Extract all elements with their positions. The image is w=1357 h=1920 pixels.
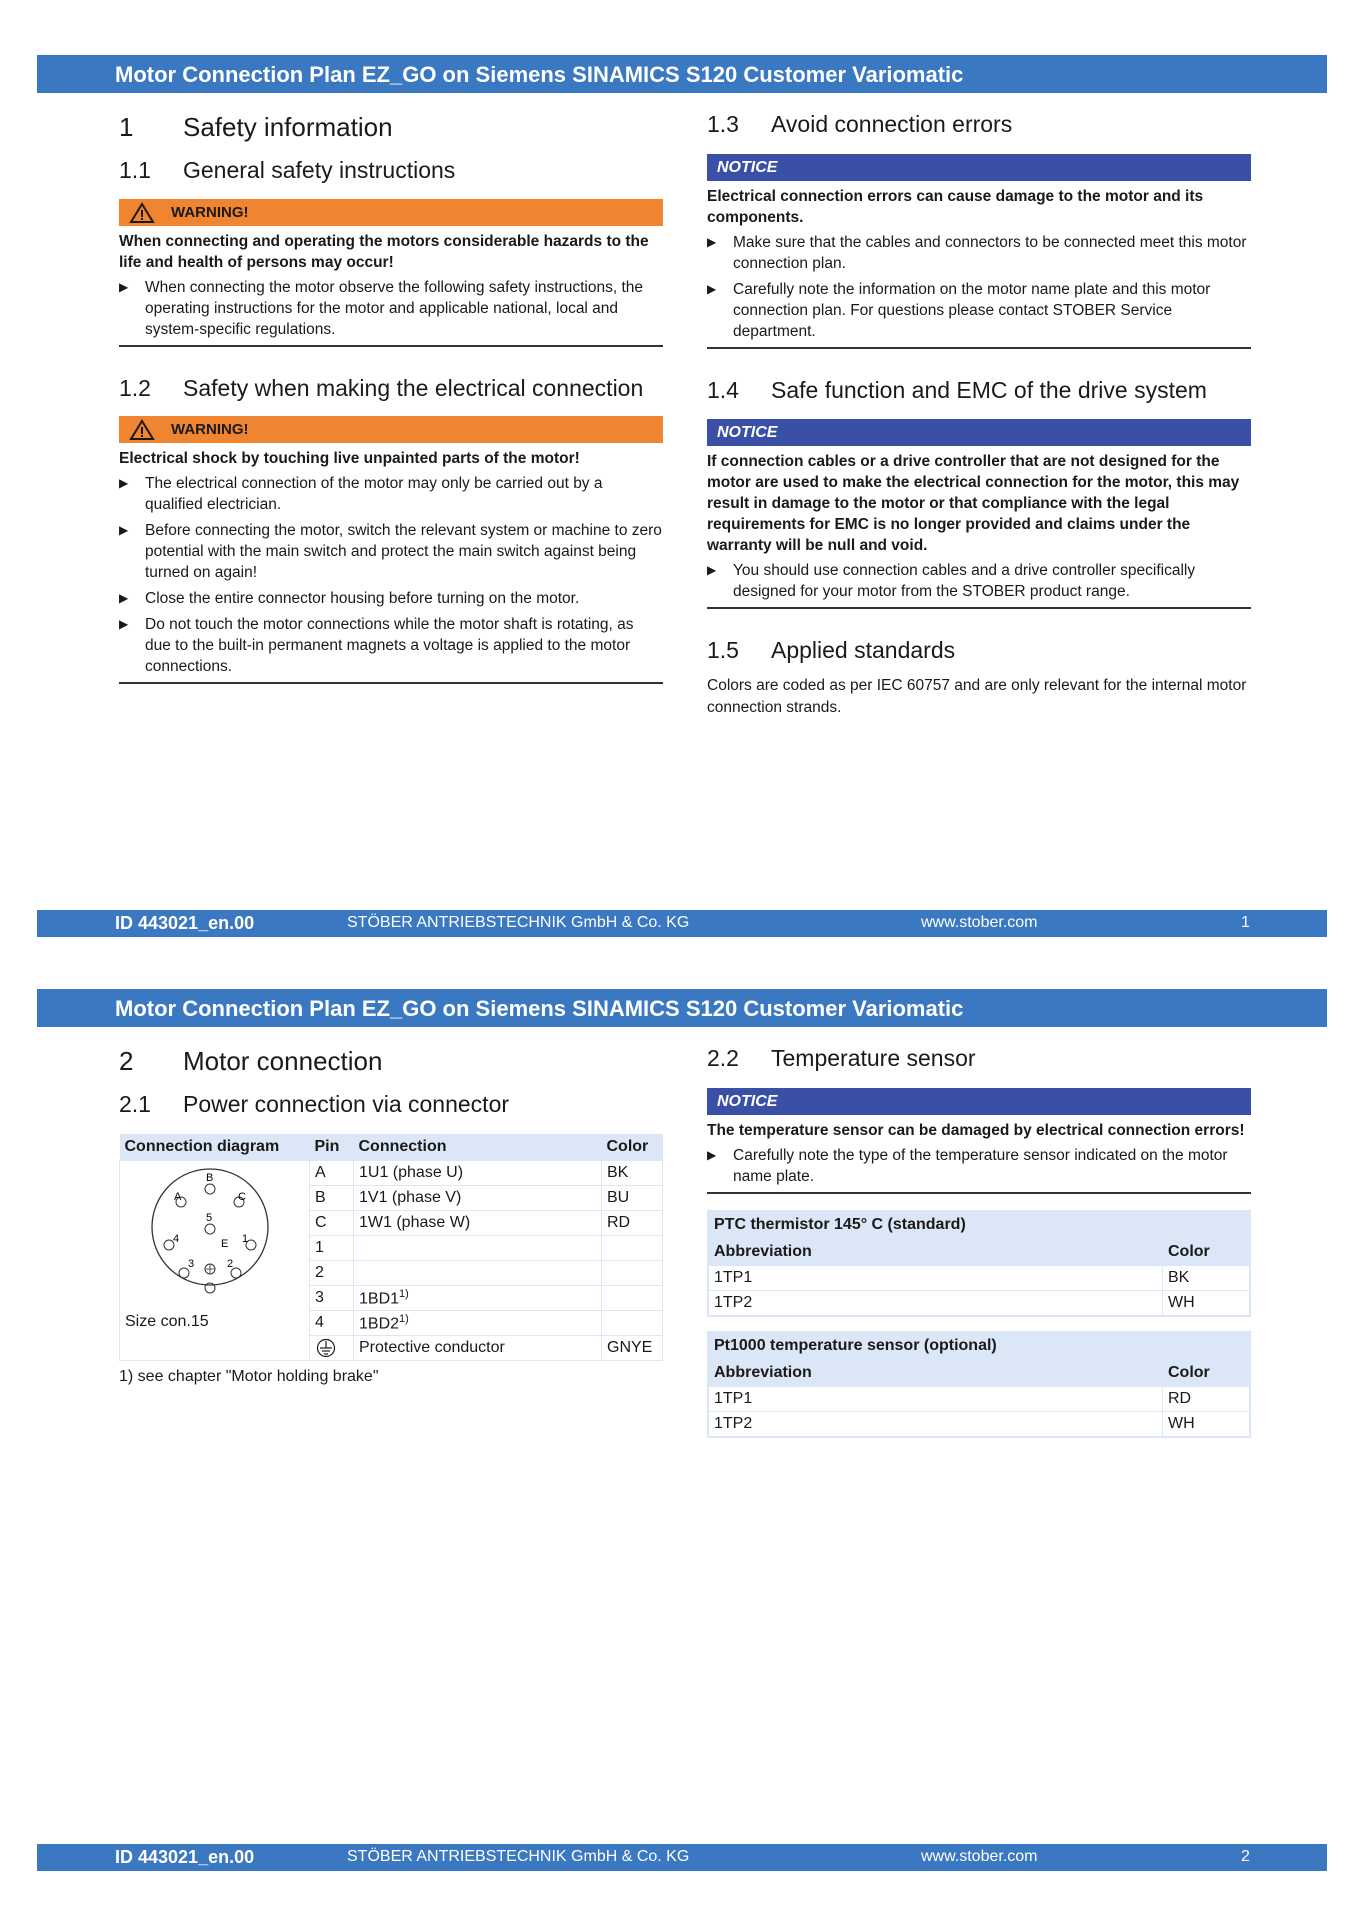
section-2-2-heading: 2.2 Temperature sensor: [707, 1045, 976, 1071]
table-row: [120, 1161, 663, 1186]
warning-triangle-icon: [129, 419, 155, 441]
section-1-4-heading: 1.4 Safe function and EMC of the drive system: [707, 377, 1207, 403]
color-cell: [602, 1286, 663, 1311]
color-cell: RD: [602, 1211, 663, 1236]
list-item: ▶ Carefully note the information on the motor name plate and this motor connection plan. For questions please contact STOBER Service department.: [707, 279, 1251, 342]
page-number: 2: [1241, 1848, 1250, 1865]
pin-label-e: E: [221, 1238, 229, 1250]
connector-size-label: Size con.15: [125, 1313, 209, 1330]
page2-right-column: [707, 1046, 1251, 1438]
pin-label-c: C: [238, 1191, 246, 1203]
warning-banner-1-1: [119, 199, 663, 226]
ptc-thermistor-table: [707, 1210, 1251, 1317]
page1-header-bar: [37, 55, 1327, 93]
col-header-color: Color: [1163, 1239, 1251, 1266]
col-header-abbreviation: Abbreviation: [708, 1360, 1163, 1387]
warning-1-1-list: [119, 277, 663, 340]
notice-1-4-list: [707, 560, 1251, 602]
company-name: STÖBER ANTRIEBSTECHNIK GmbH & Co. KG: [347, 1848, 690, 1865]
divider: [707, 1192, 1251, 1194]
pin-cell: B: [310, 1186, 354, 1211]
notice-label: NOTICE: [717, 424, 778, 441]
pin-cell: [310, 1336, 354, 1361]
connector-pin-diagram: [140, 1165, 280, 1315]
table-row: 1TP2 WH: [708, 1291, 1250, 1317]
color-cell: [602, 1311, 663, 1336]
table-row: 1TP2 WH: [708, 1412, 1250, 1438]
list-item: ▶ Do not touch the motor connections while the motor shaft is rotating, as due to the built-in permanent magnets a voltage is applied to the motor connections.: [119, 614, 663, 677]
section-2-heading: 2 Motor connection: [119, 1046, 383, 1076]
notice-1-4-text: If connection cables or a drive controller that are not designed for the motor are used to make the electrical connection for the motor, this may result in damage to the motor or that compliance with the legal requirements for EMC is no longer provided and claims under the warranty will be null and void.: [707, 453, 1240, 554]
page2-left-column: [119, 1046, 663, 1388]
divider: [119, 345, 663, 347]
connection-diagram-cell: [120, 1161, 310, 1361]
notice-1-3-text: Electrical connection errors can cause damage to the motor and its components.: [707, 188, 1204, 226]
connection-cell: 1BD2$^{1)}$: [354, 1311, 602, 1336]
col-header-pin: Pin: [310, 1134, 354, 1161]
pin-label-2: 2: [227, 1258, 234, 1270]
page1-right-column: [707, 112, 1251, 719]
warning-label: WARNING!: [171, 204, 249, 221]
section-1-3-heading: 1.3 Avoid connection errors: [707, 111, 1013, 137]
pt1000-sensor-table: [707, 1331, 1251, 1438]
page2-header-bar: [37, 989, 1327, 1027]
list-item: ▶ Carefully note the type of the temperature sensor indicated on the motor name plate.: [707, 1145, 1251, 1187]
list-item: ▶ Make sure that the cables and connectors to be connected meet this motor connection plan.: [707, 232, 1251, 274]
color-cell: [602, 1261, 663, 1286]
section-2-1-heading: 2.1 Power connection via connector: [119, 1091, 510, 1117]
website-link[interactable]: www.stober.com: [921, 1848, 1038, 1865]
warning-1-1-text: When connecting and operating the motors considerable hazards to the life and health of persons may occur!: [119, 233, 649, 271]
page2-header-title: Motor Connection Plan EZ_GO on Siemens SINAMICS S120 Customer Variomatic: [115, 996, 964, 1021]
page1-left-column: [119, 112, 663, 684]
page1-footer-bar: [37, 910, 1327, 937]
ground-symbol-icon: [315, 1338, 337, 1358]
table-row: 1TP1 RD: [708, 1387, 1250, 1412]
warning-1-2-text: Electrical shock by touching live unpainted parts of the motor!: [119, 450, 580, 467]
list-item: ▶ When connecting the motor observe the following safety instructions, the operating instructions for the motor and applicable national, local and system-specific regulations.: [119, 277, 663, 340]
notice-2-2-list: [707, 1145, 1251, 1187]
warning-1-2-list: [119, 473, 663, 677]
list-item: ▶ The electrical connection of the motor may only be carried out by a qualified electrician.: [119, 473, 663, 515]
document-id: ID 443021_en.00: [115, 1847, 255, 1867]
pin-label-5: 5: [206, 1212, 213, 1224]
col-header-abbreviation: Abbreviation: [708, 1239, 1163, 1266]
notice-label: NOTICE: [717, 159, 778, 176]
list-item: ▶ Close the entire connector housing before turning on the motor.: [119, 588, 663, 609]
pin-cell: A: [310, 1161, 354, 1186]
connection-cell: [354, 1261, 602, 1286]
pin-cell: 3: [310, 1286, 354, 1311]
connection-cell: 1V1 (phase V): [354, 1186, 602, 1211]
applied-standards-text: Colors are coded as per IEC 60757 and are only relevant for the internal motor connection strands.: [707, 677, 1247, 716]
table-caption: Pt1000 temperature sensor (optional): [708, 1332, 1250, 1360]
table-row: 1TP1 BK: [708, 1266, 1250, 1291]
section-1-heading: 1 Safety information: [119, 112, 393, 142]
website-link[interactable]: www.stober.com: [921, 914, 1038, 931]
document-id: ID 443021_en.00: [115, 913, 255, 933]
divider: [707, 607, 1251, 609]
power-connection-table: [119, 1134, 663, 1361]
color-cell: [602, 1236, 663, 1261]
pin-label-3: 3: [188, 1258, 195, 1270]
section-1-5-heading: 1.5 Applied standards: [707, 637, 956, 663]
color-cell: GNYE: [602, 1336, 663, 1361]
notice-label: NOTICE: [717, 1093, 778, 1110]
connection-cell: Protective conductor: [354, 1336, 602, 1361]
notice-2-2-text: The temperature sensor can be damaged by electrical connection errors!: [707, 1122, 1245, 1139]
page1-header-title: Motor Connection Plan EZ_GO on Siemens SINAMICS S120 Customer Variomatic: [115, 62, 964, 87]
notice-banner-1-4: [707, 419, 1251, 446]
col-header-color: Color: [602, 1134, 663, 1161]
col-header-connection: Connection: [354, 1134, 602, 1161]
table-caption: PTC thermistor 145° C (standard): [708, 1211, 1250, 1239]
warning-banner-1-2: [119, 416, 663, 443]
table-footnote: 1) see chapter "Motor holding brake": [119, 1368, 379, 1385]
warning-label: WARNING!: [171, 421, 249, 438]
pin-cell: C: [310, 1211, 354, 1236]
pin-label-1: 1: [242, 1233, 249, 1245]
warning-triangle-icon: [129, 202, 155, 224]
page-number: 1: [1241, 914, 1250, 931]
section-1-1-heading: 1.1 General safety instructions: [119, 157, 456, 183]
connection-cell: 1U1 (phase U): [354, 1161, 602, 1186]
section-1-2-heading: 1.2 Safety when making the electrical connection: [119, 375, 644, 401]
notice-banner-2-2: [707, 1088, 1251, 1115]
divider: [707, 347, 1251, 349]
pin-cell: 2: [310, 1261, 354, 1286]
connection-cell: 1W1 (phase W): [354, 1211, 602, 1236]
col-header-diagram: Connection diagram: [120, 1134, 310, 1161]
pin-label-a: A: [174, 1191, 182, 1203]
pin-cell: 4: [310, 1311, 354, 1336]
color-cell: BU: [602, 1186, 663, 1211]
connection-cell: 1BD1$^{1)}$: [354, 1286, 602, 1311]
pin-cell: 1: [310, 1236, 354, 1261]
pin-label-4: 4: [173, 1233, 180, 1245]
list-item: ▶ Before connecting the motor, switch the relevant system or machine to zero potential with the main switch and protect the main switch against being turned on again!: [119, 520, 663, 583]
color-cell: BK: [602, 1161, 663, 1186]
list-item: ▶ You should use connection cables and a drive controller specifically designed for your motor from the STOBER product range.: [707, 560, 1251, 602]
divider: [119, 682, 663, 684]
col-header-color: Color: [1163, 1360, 1251, 1387]
page2-footer-bar: [37, 1844, 1327, 1871]
notice-banner-1-3: [707, 154, 1251, 181]
pin-label-b: B: [206, 1172, 214, 1184]
connection-cell: [354, 1236, 602, 1261]
notice-1-3-list: [707, 232, 1251, 342]
company-name: STÖBER ANTRIEBSTECHNIK GmbH & Co. KG: [347, 914, 690, 931]
